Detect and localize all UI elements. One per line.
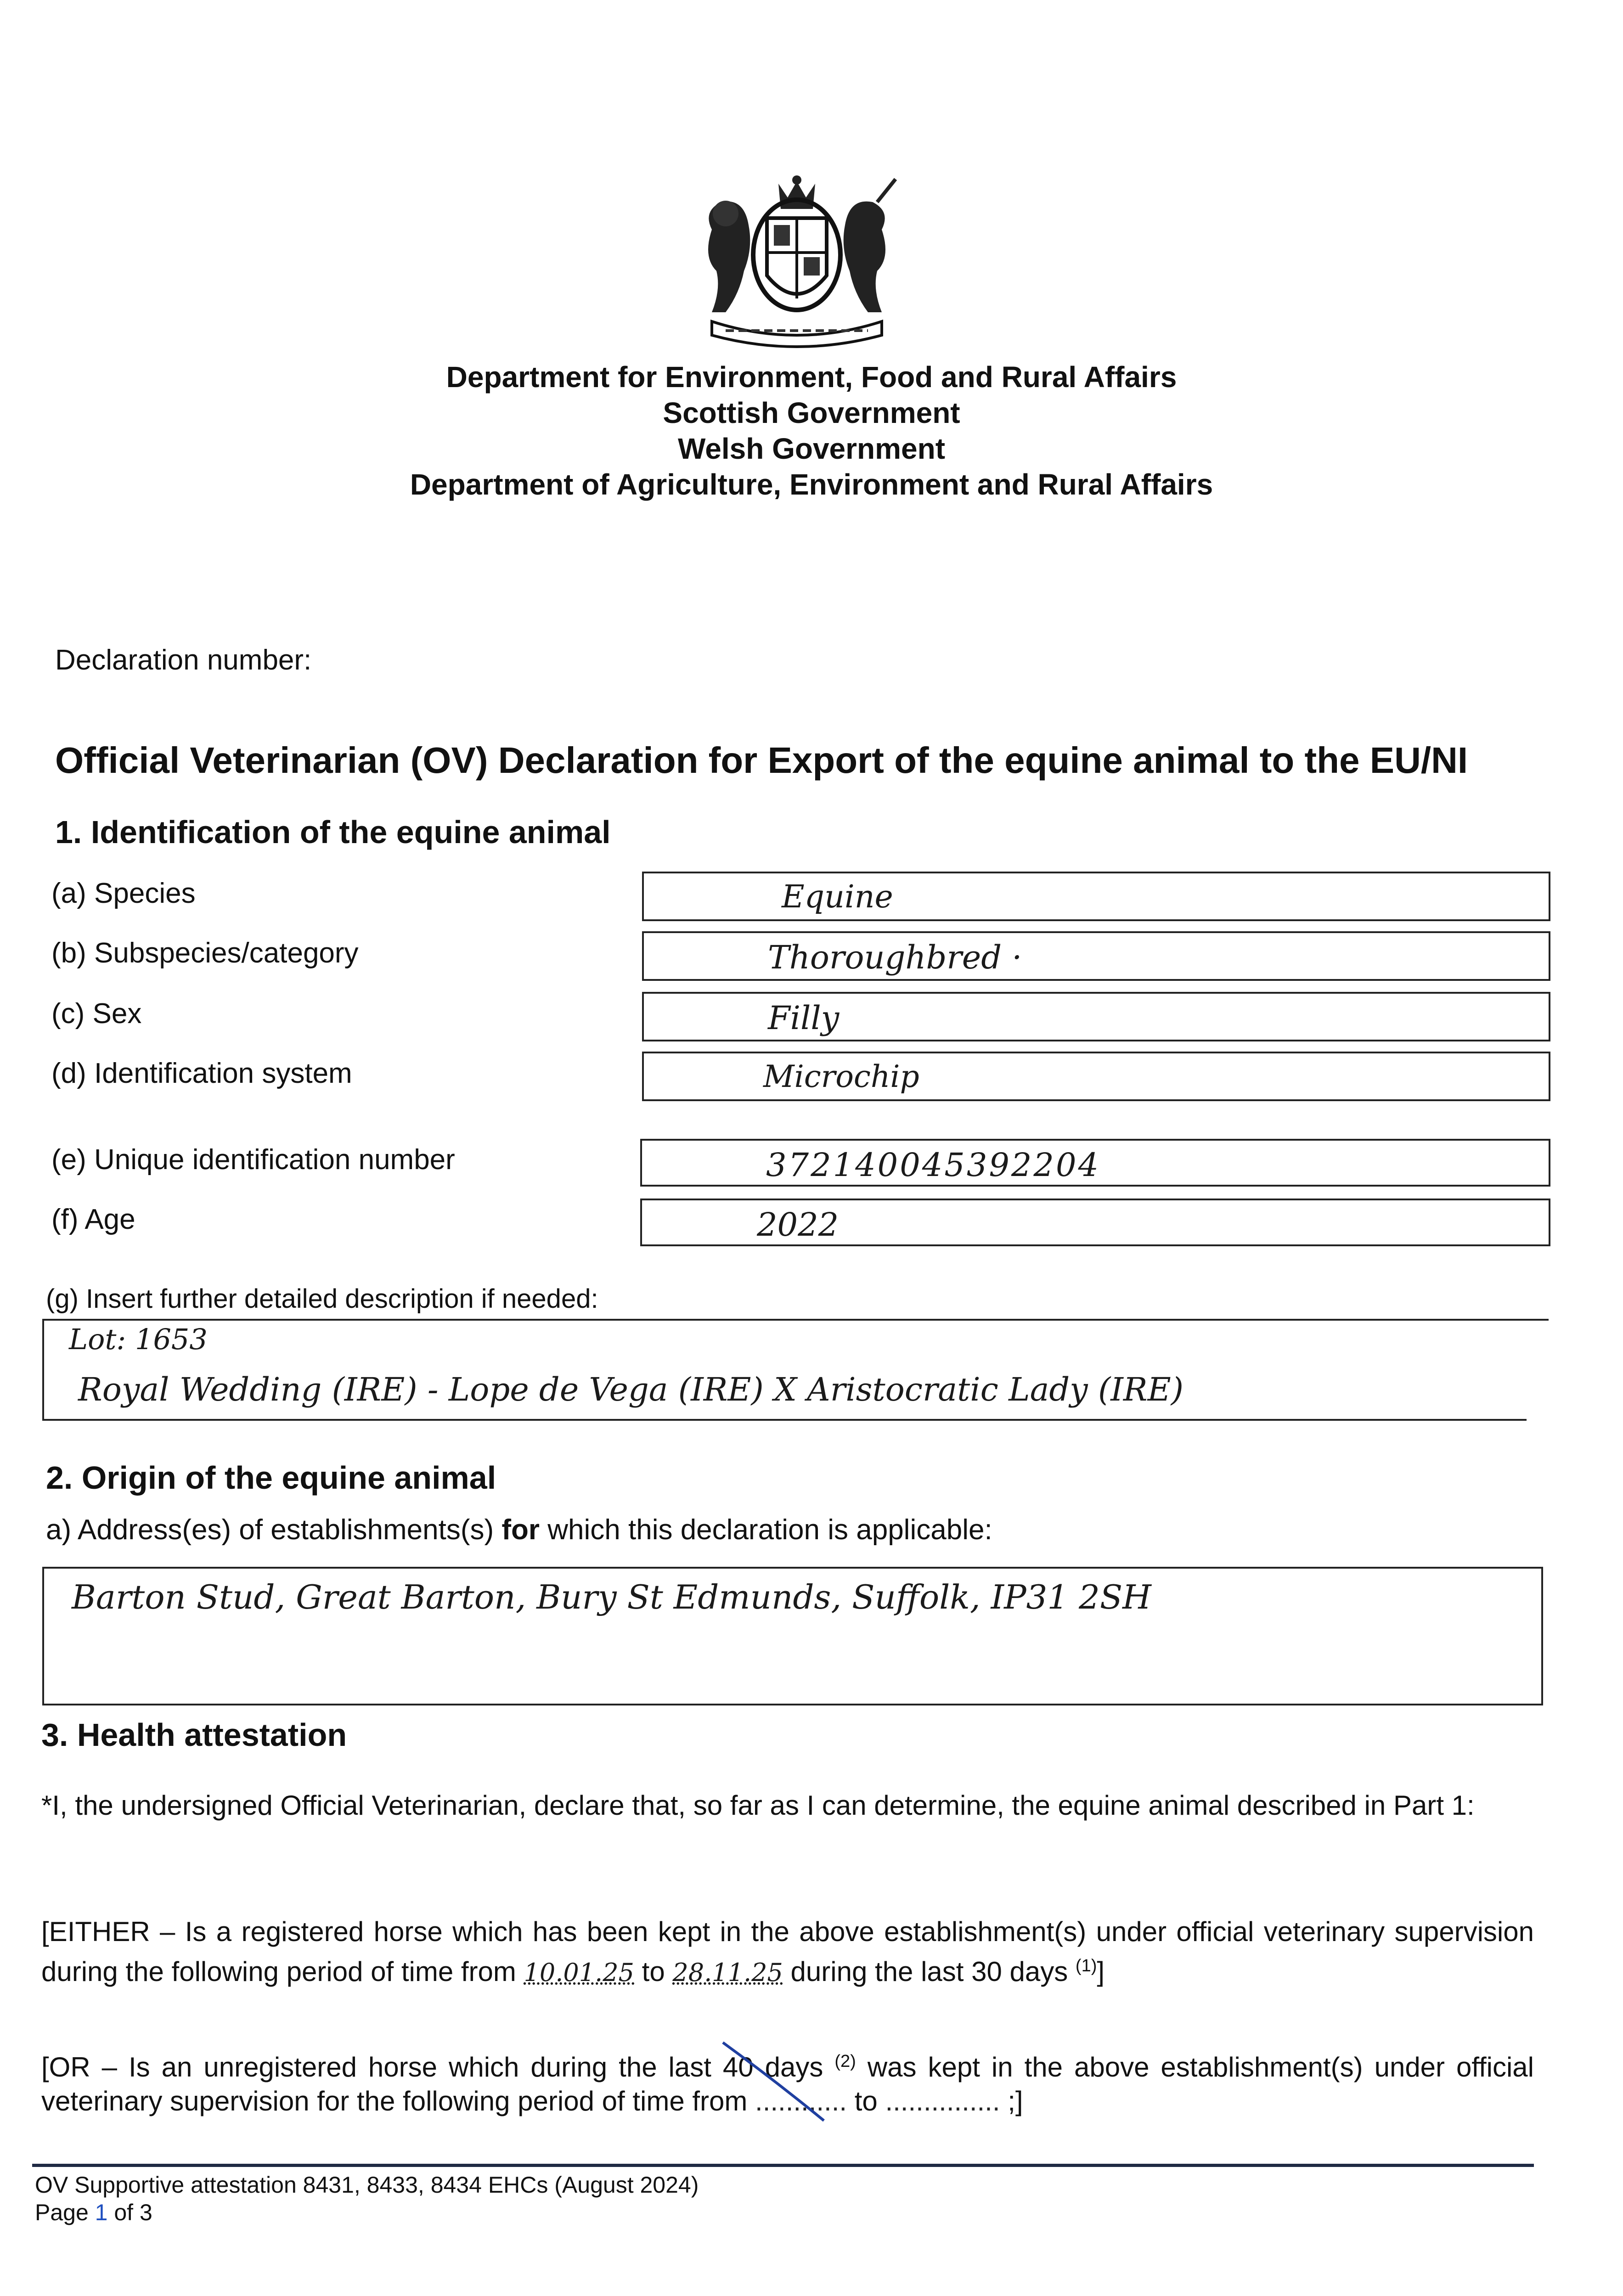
page-current: 1 <box>95 2200 108 2225</box>
sex-value: Filly <box>768 999 840 1037</box>
health-attestation-intro: *I, the undersigned Official Veterinarian, declare that, so far as I can determine, the equine animal described in Part 1: <box>41 1790 1475 1821</box>
page-title: Official Veterinarian (OV) Declaration for Export of the equine animal to the EU/NI <box>55 740 1468 781</box>
department-defra: Department for Environment, Food and Rural Affairs <box>446 360 1177 394</box>
unique-id-label: (e) Unique identification number <box>51 1144 455 1176</box>
or-footnote-ref: (2) <box>834 2052 856 2071</box>
either-footnote-ref: (1) <box>1075 1956 1097 1975</box>
page-of: of <box>107 2200 140 2225</box>
either-clause-end: ] <box>1097 1956 1105 1987</box>
further-description-label: (g) Insert further detailed description if needed: <box>46 1284 598 1314</box>
address-value: Barton Stud, Great Barton, Bury St Edmunds, Suffolk, IP31 2SH <box>72 1578 1151 1616</box>
or-to-blank[interactable]: ............... <box>885 2086 1000 2116</box>
either-clause-tail: during the last 30 days <box>783 1956 1076 1987</box>
age-value: 2022 <box>757 1206 839 1244</box>
pedigree-value[interactable]: Royal Wedding (IRE) - Lope de Vega (IRE) X Aristocratic Lady (IRE) <box>78 1371 1184 1408</box>
footer-rule <box>32 2164 1534 2167</box>
unique-id-field[interactable] <box>640 1139 1550 1187</box>
or-clause-middle: was kept in the above establishment(s) under official veterinary supervision for the following period of time from <box>41 2052 1534 2116</box>
section-1-heading: 1. Identification of the equine animal <box>55 814 611 850</box>
subspecies-label: (b) Subspecies/category <box>51 937 359 969</box>
strikethrough-mark <box>718 2038 833 2125</box>
or-clause <box>41 2044 1534 2118</box>
description-top-rule <box>42 1319 1549 1321</box>
or-days-number: 40 <box>722 2052 754 2082</box>
department-scottish-government: Scottish Government <box>663 396 960 429</box>
species-value: Equine <box>782 879 893 915</box>
either-to-date[interactable]: 28.11.25 <box>672 1958 783 1987</box>
description-left-rule <box>42 1319 44 1420</box>
address-intro-bold: for <box>502 1514 540 1546</box>
or-to-label: to <box>847 2086 885 2116</box>
identification-system-label: (d) Identification system <box>51 1058 352 1089</box>
or-days-value <box>723 2052 754 2082</box>
department-daera: Department of Agriculture, Environment and Rural Affairs <box>410 468 1213 501</box>
age-field[interactable] <box>640 1199 1550 1246</box>
sex-field[interactable] <box>642 992 1550 1041</box>
either-to-label: to <box>634 1956 673 1987</box>
description-bottom-rule <box>42 1419 1527 1421</box>
lot-number-value[interactable]: Lot: 1653 <box>69 1322 208 1356</box>
subspecies-value: Thoroughbred · <box>768 939 1022 976</box>
page-label: Page <box>35 2200 95 2225</box>
either-from-date[interactable]: 10.01.25 <box>524 1958 634 1987</box>
either-clause-text: [EITHER – Is a registered horse which has been kept in the above establishment(s) under official veterinary supervision during the following period of time from <box>41 1916 1534 1987</box>
identification-system-value: Microchip <box>763 1059 919 1094</box>
either-clause <box>41 1915 1534 1990</box>
footer-reference: OV Supportive attestation 8431, 8433, 8434 EHCs (August 2024) <box>35 2172 699 2198</box>
identification-system-field[interactable] <box>642 1052 1550 1101</box>
address-intro-post: which this declaration is applicable: <box>540 1514 992 1546</box>
declaration-number-label: Declaration number: <box>55 644 312 676</box>
department-welsh-government: Welsh Government <box>677 432 946 465</box>
or-from-blank[interactable]: ............ <box>755 2086 847 2116</box>
royal-coat-of-arms-logo <box>684 174 909 349</box>
age-label: (f) Age <box>51 1204 135 1235</box>
unique-id-value: 372140045392204 <box>766 1146 1101 1184</box>
address-field[interactable] <box>42 1567 1543 1705</box>
species-field[interactable] <box>642 872 1550 921</box>
species-label: (a) Species <box>51 878 196 909</box>
address-intro-pre: a) Address(es) of establishments(s) <box>46 1514 502 1546</box>
or-clause-text: [OR – Is an unregistered horse which during the last <box>41 2052 723 2082</box>
subspecies-field[interactable] <box>642 931 1550 981</box>
section-3-heading: 3. Health attestation <box>41 1717 347 1753</box>
sex-label: (c) Sex <box>51 998 142 1030</box>
address-intro <box>46 1514 992 1546</box>
or-clause-end: ;] <box>1000 2086 1023 2116</box>
page-number <box>35 2199 152 2226</box>
section-2-heading: 2. Origin of the equine animal <box>46 1460 496 1496</box>
or-days-label: days <box>753 2052 835 2082</box>
page-total: 3 <box>139 2200 152 2225</box>
